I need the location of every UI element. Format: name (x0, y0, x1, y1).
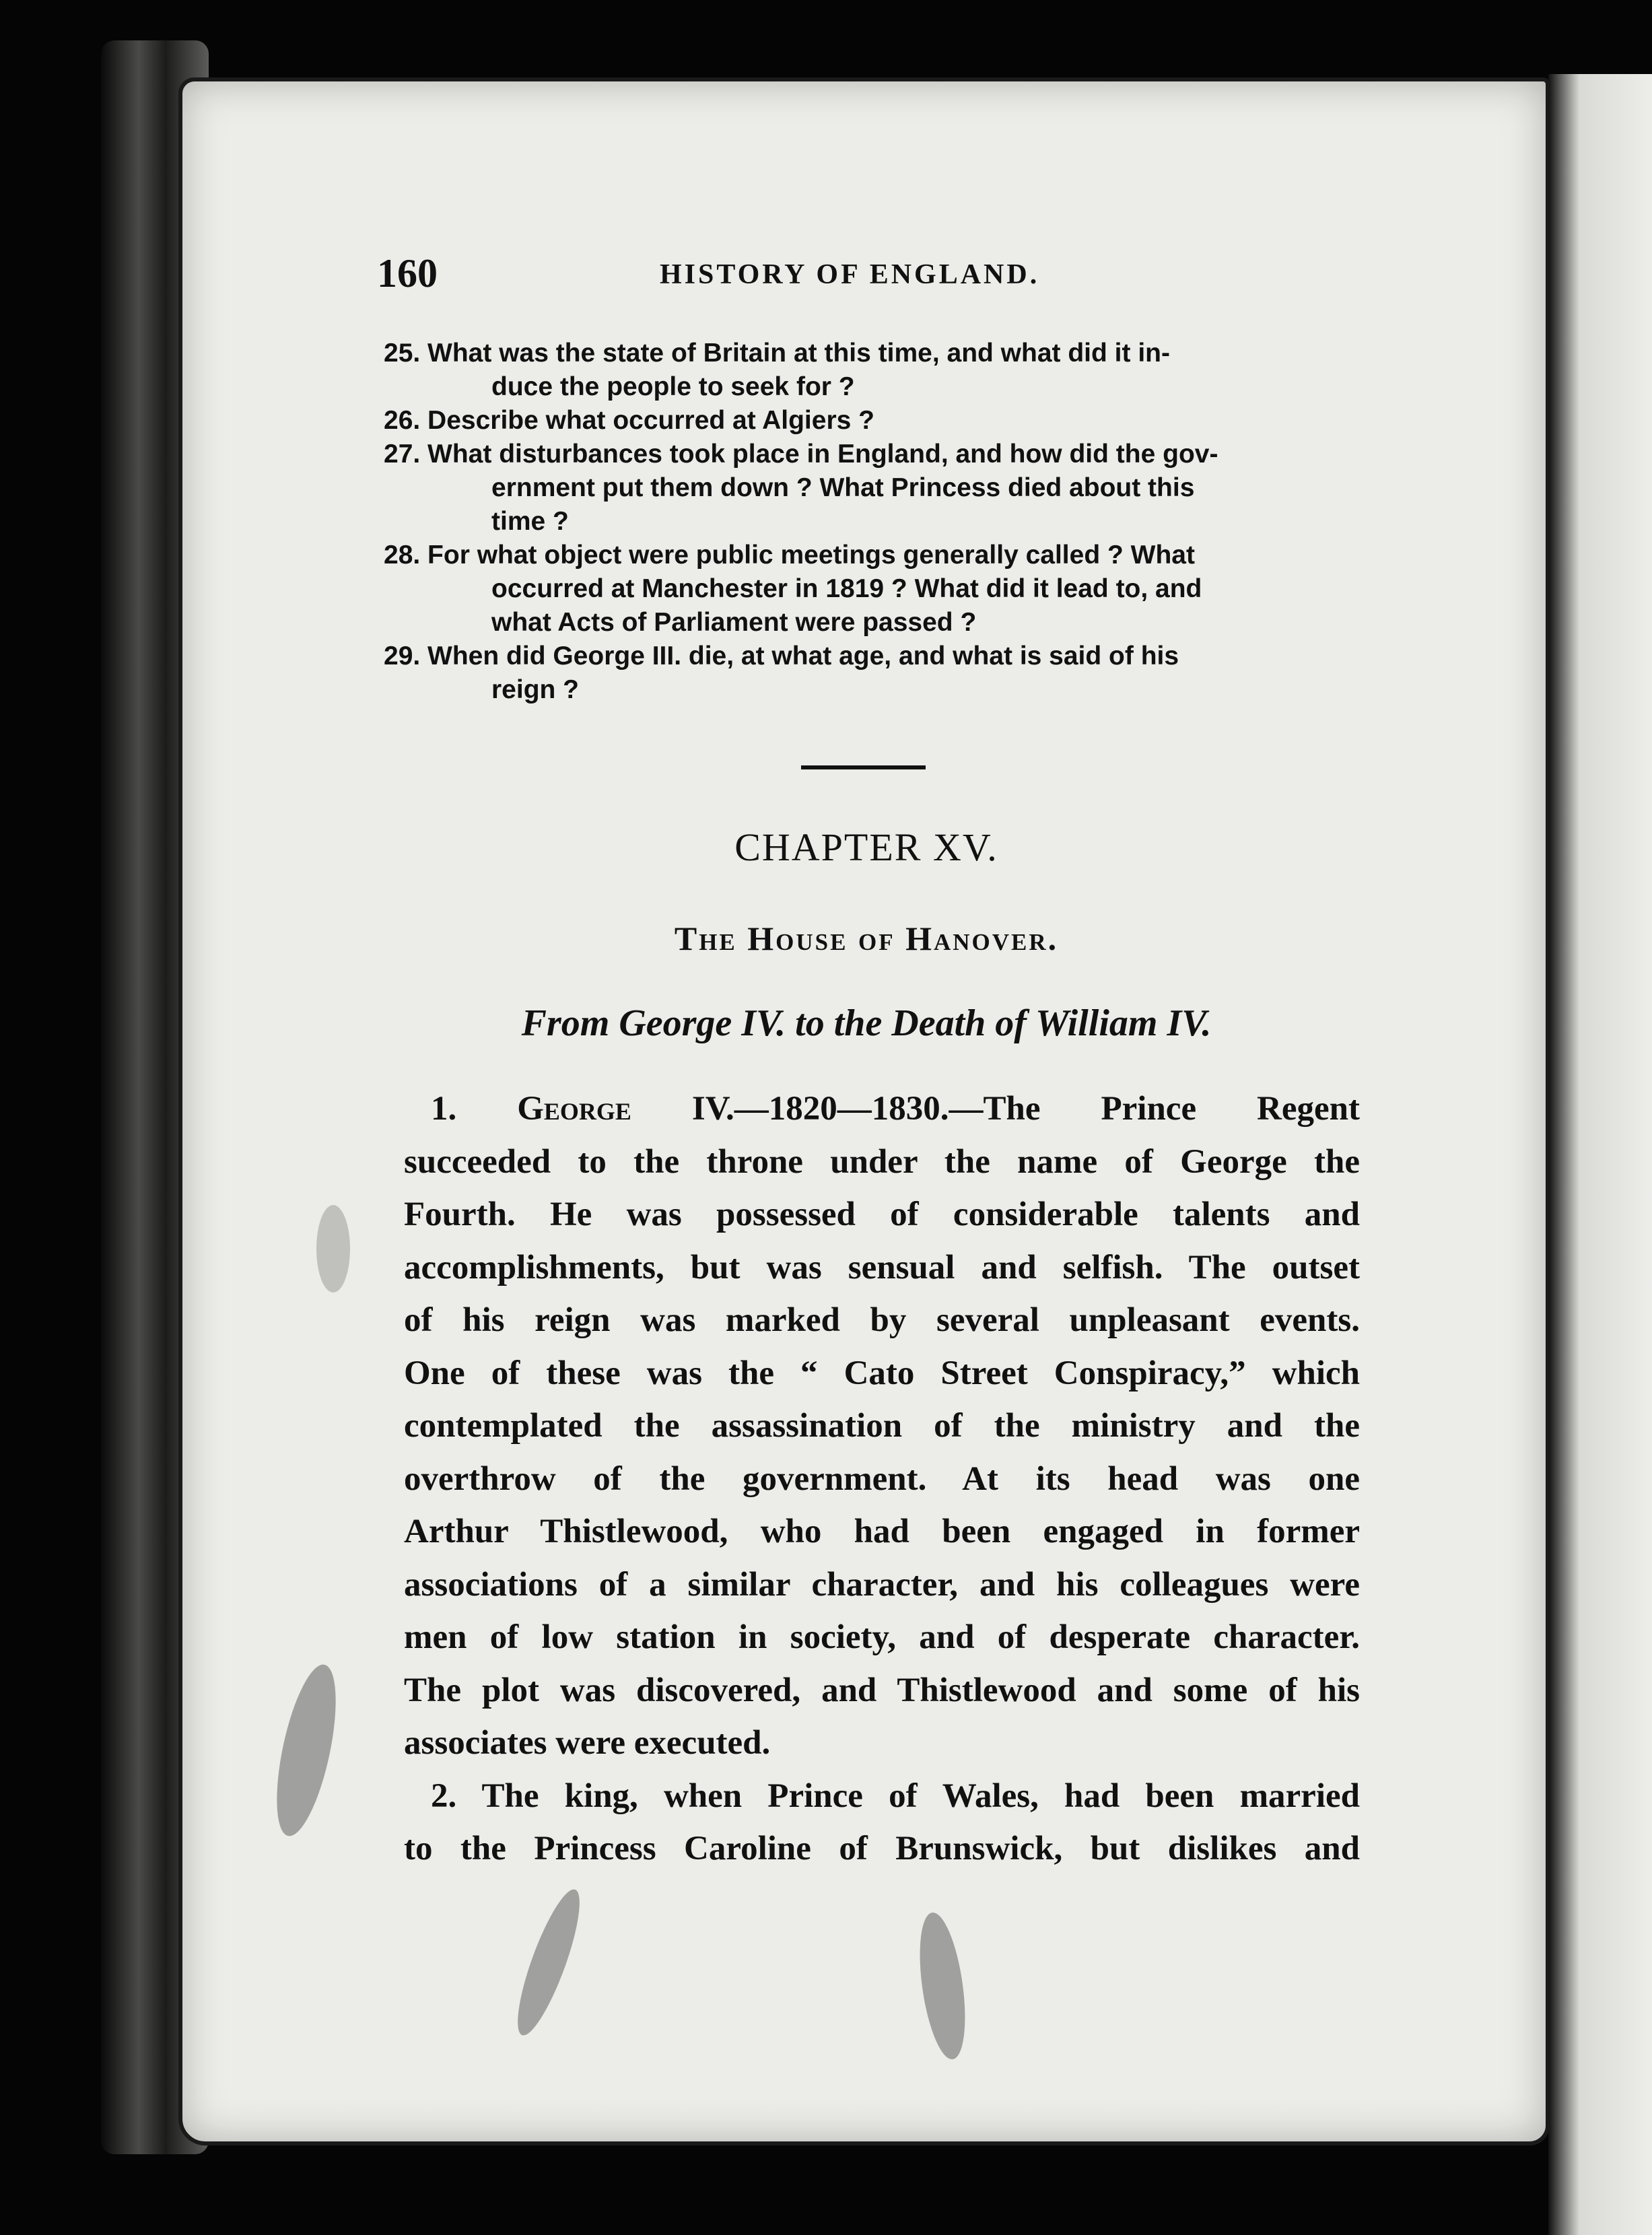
chapter-title: CHAPTER XV. (734, 825, 998, 869)
question-line: 29. When did George III. die, at what age, and what is said of his (384, 642, 1179, 670)
question-line: duce the people to seek for ? (491, 372, 855, 401)
question-line: 25. What was the state of Britain at this time, and what did it in- (384, 339, 1170, 368)
body-line: 2. The king, when Prince of Wales, had been married (431, 1777, 1360, 1815)
question-line: time ? (491, 507, 569, 536)
question-line: 26. Describe what occurred at Algiers ? (384, 406, 874, 435)
body-line: to the Princess Caroline of Brunswick, but dislikes and (404, 1830, 1360, 1867)
body-line: succeeded to the throne under the name of George the (404, 1142, 1360, 1181)
body-line: overthrow of the government. At its head was one (404, 1459, 1360, 1498)
question-line: 27. What disturbances took place in England, and how did the gov- (384, 440, 1218, 469)
body-line: accomplishments, but was sensual and selfish. The outset (404, 1248, 1360, 1286)
facing-page-edge (1548, 74, 1652, 2235)
question-line: 28. For what object were public meetings generally called ? What (384, 541, 1195, 570)
body-line (404, 1082, 1360, 1136)
question-line: what Acts of Parliament were passed ? (491, 608, 977, 637)
review-questions (384, 337, 1353, 707)
body-line-text: —1820—1830.—The Prince Regent (734, 1090, 1360, 1128)
body-line: associates were executed. (404, 1724, 771, 1762)
body-line: of his reign was marked by several unpleasant events. (404, 1301, 1360, 1339)
question-line: reign ? (491, 675, 580, 704)
question-line: ernment put them down ? What Princess died about this (491, 473, 1195, 502)
section-divider (801, 765, 926, 769)
chapter-body (404, 1082, 1360, 1876)
running-head-title: HISTORY OF ENGLAND. (660, 259, 1040, 290)
paragraph-heading: George IV. (517, 1090, 734, 1128)
paragraph-1 (404, 1082, 1360, 1770)
paragraph-2 (404, 1770, 1360, 1876)
question-26 (384, 404, 1353, 438)
question-27 (384, 438, 1353, 539)
body-line: contemplated the assassination of the ministry and the (404, 1407, 1360, 1445)
question-line: occurred at Manchester in 1819 ? What did it lead to, and (491, 574, 1202, 603)
body-line: One of these was the “ Cato Street Conspiracy,” which (404, 1354, 1360, 1392)
body-line: associations of a similar character, and his colleagues were (404, 1565, 1360, 1604)
body-line: men of low station in society, and of desperate character. (404, 1618, 1360, 1656)
chapter-house-heading: The House of Hanover. (674, 920, 1059, 957)
page-smudge (316, 1205, 350, 1293)
body-line: The plot was discovered, and Thistlewood and some of his (404, 1671, 1360, 1709)
body-line: Arthur Thistlewood, who had been engaged in former (404, 1513, 1360, 1550)
question-29 (384, 640, 1353, 707)
page-number: 160 (377, 251, 438, 296)
question-25 (384, 337, 1353, 404)
paragraph-number: 1. (431, 1090, 457, 1128)
body-line: Fourth. He was possessed of considerable talents and (404, 1196, 1360, 1233)
question-28 (384, 539, 1353, 640)
running-head (377, 250, 1360, 304)
chapter-subtitle: From George IV. to the Death of William IV. (521, 1002, 1212, 1044)
